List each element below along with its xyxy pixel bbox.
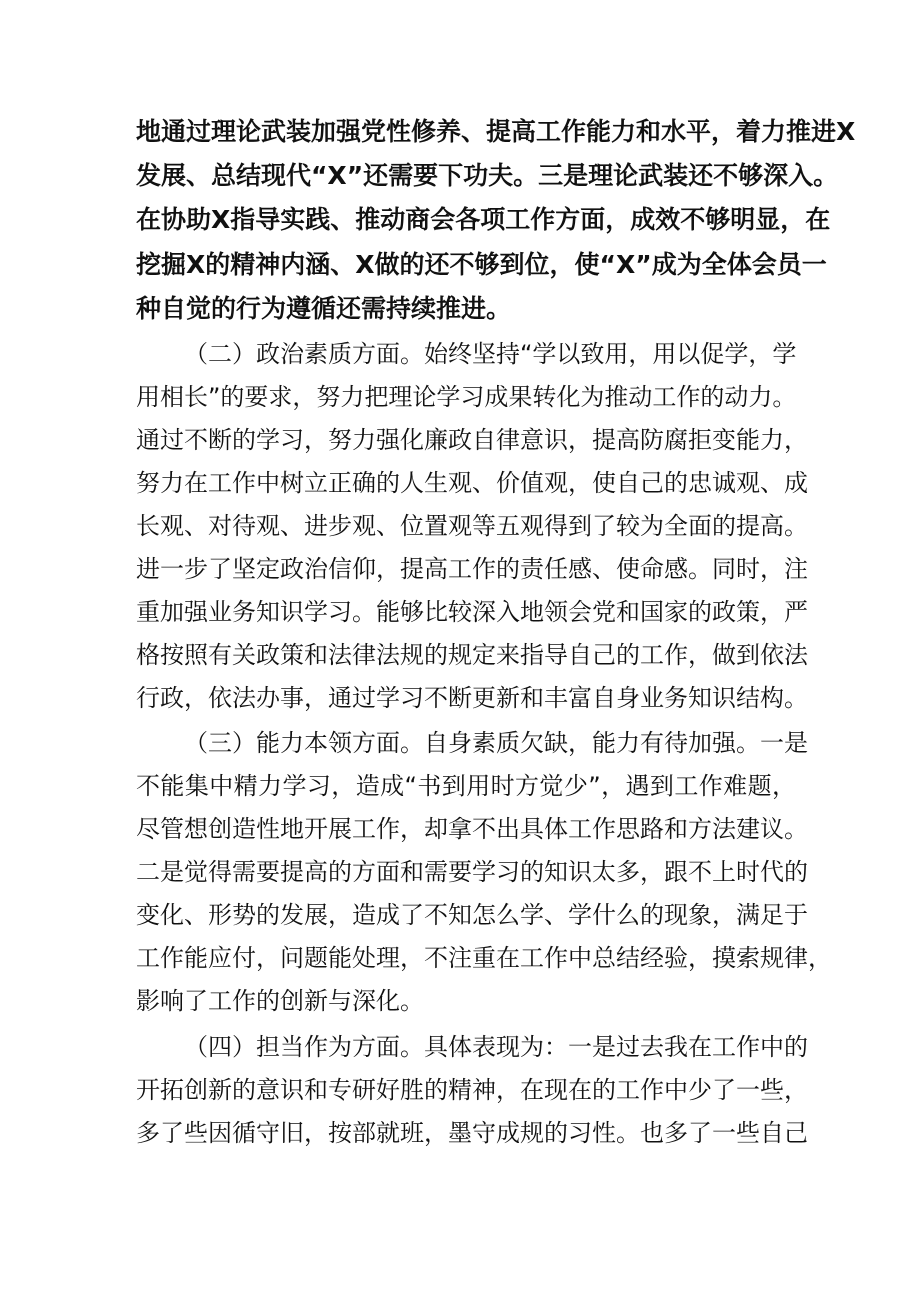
text-line: 开拓创新的意识和专研好胜的精神，在现在的工作中少了一些， xyxy=(136,1076,808,1104)
text-line: 工作能应付，问题能处理，不注重在工作中总结经验，摸索规律， xyxy=(136,944,832,972)
text-line: 格按照有关政策和法律法规的规定来指导自己的工作，做到依法 xyxy=(136,641,808,669)
text-line: 尽管想创造性地开展工作，却拿不出具体工作思路和方法建议。 xyxy=(136,815,808,843)
text-line: 挖掘X的精神内涵、X做的还不够到位，使“X”成为全体会员一 xyxy=(136,250,827,279)
paragraph-heading-3: （三）能力本领方面。自身素质欠缺，能力有待加强。一是 xyxy=(184,729,808,757)
text-line: 进一步了坚定政治信仰，提高工作的责任感、使命感。同时，注 xyxy=(136,555,808,583)
text-line: 在协助X指导实践、推动商会各项工作方面，成效不够明显，在 xyxy=(136,205,831,234)
text-line: 变化、形势的发展，造成了不知怎么学、学什么的现象，满足于 xyxy=(136,901,808,929)
text-line: 长观、对待观、进步观、位置观等五观得到了较为全面的提高。 xyxy=(136,512,808,540)
text-line: 地通过理论武装加强党性修养、提高工作能力和水平，着力推进X xyxy=(136,117,856,146)
paragraph-heading-4: （四）担当作为方面。具体表现为：一是过去我在工作中的 xyxy=(184,1033,808,1061)
text-line: 种自觉的行为遵循还需持续推进。 xyxy=(136,294,512,323)
text-line: 努力在工作中树立正确的人生观、价值观，使自己的忠诚观、成 xyxy=(136,469,808,497)
paragraph-heading-2: （二）政治素质方面。始终坚持“学以致用，用以促学，学 xyxy=(184,340,797,368)
text-line: 影响了工作的创新与深化。 xyxy=(136,987,424,1015)
text-line: 多了些因循守旧，按部就班，墨守成规的习性。也多了一些自己 xyxy=(136,1119,808,1147)
text-line: 二是觉得需要提高的方面和需要学习的知识太多，跟不上时代的 xyxy=(136,858,808,886)
text-line: 发展、总结现代“X”还需要下功夫。三是理论武装还不够深入。 xyxy=(136,161,839,190)
text-line: 用相长”的要求，努力把理论学习成果转化为推动工作的动力。 xyxy=(136,383,797,411)
text-line: 重加强业务知识学习。能够比较深入地领会党和国家的政策，严 xyxy=(136,598,808,626)
text-line: 通过不断的学习，努力强化廉政自律意识，提高防腐拒变能力， xyxy=(136,426,808,454)
text-line: 不能集中精力学习，造成“书到用时方觉少”，遇到工作难题， xyxy=(136,772,796,800)
text-line: 行政，依法办事，通过学习不断更新和丰富自身业务知识结构。 xyxy=(136,684,808,712)
